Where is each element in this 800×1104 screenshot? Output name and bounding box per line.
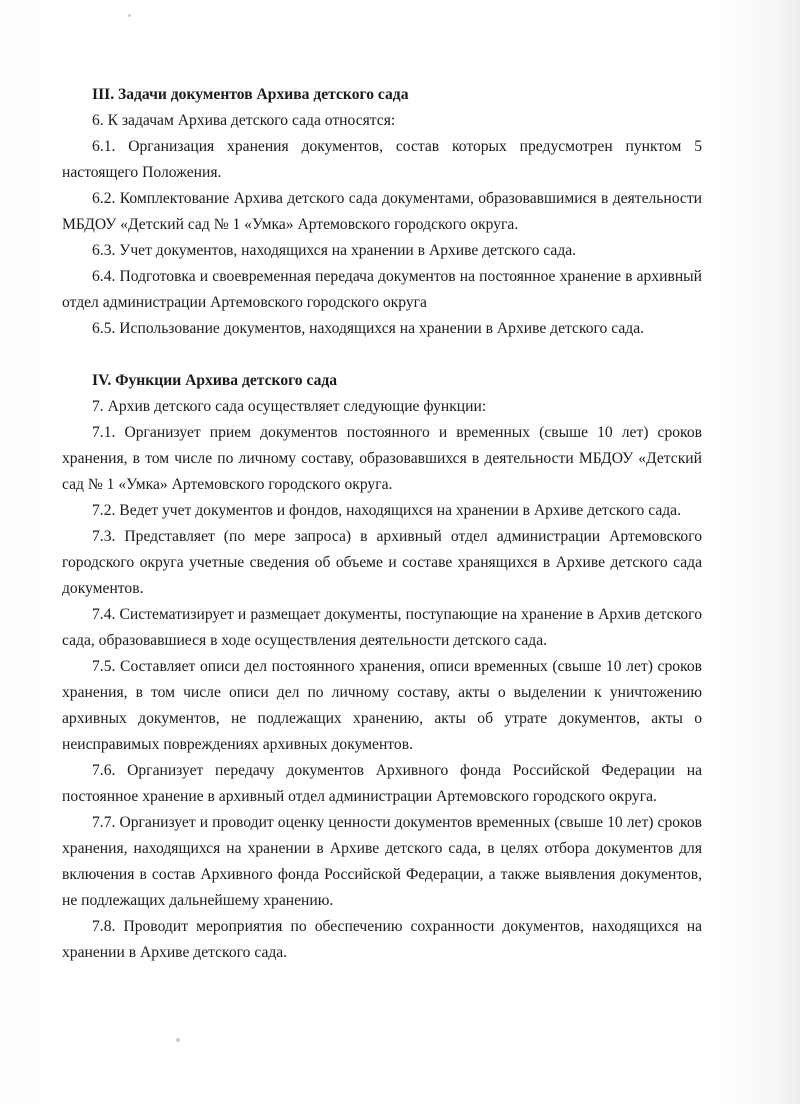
paragraph-6-5: 6.5. Использование документов, находящихся на хранении в Архиве детского сада. (92, 320, 645, 337)
scan-speck (128, 14, 131, 17)
paragraph-7-2: 7.2. Ведет учет документов и фондов, находящихся на хранении в Архиве детского сада. (92, 502, 682, 519)
paragraph-6-3: 6.3. Учет документов, находящихся на хранении в Архиве детского сада. (92, 242, 577, 259)
paragraph-7-8: 7.8. Проводит мероприятия по обеспечению сохранности документов, находящихся на хранении в Архиве детского сада. (62, 918, 702, 961)
paragraph-7-4: 7.4. Систематизирует и размещает документы, поступающие на хранение в Архив детского сада, образовавшиеся в ходе осуществления деятельности детского сада. (62, 606, 702, 649)
paragraph-6-2: 6.2. Комплектование Архива детского сада документами, образовавшимися в деятельности МБДОУ «Детский сад № 1 «Умка» Артемовского городского округа. (62, 190, 702, 233)
paragraph-6-4: 6.4. Подготовка и своевременная передача документов на постоянное хранение в архивный отдел администрации Артемовского городского округа (62, 268, 702, 311)
paragraph-7-3: 7.3. Представляет (по мере запроса) в архивный отдел администрации Артемовского городского округа учетные сведения об объеме и составе хранящихся в Архиве детского сада документов. (62, 528, 702, 597)
paragraph-6-1: 6.1. Организация хранения документов, состав которых предусмотрен пунктом 5 настоящего Положения. (62, 138, 702, 181)
section-heading-tasks: III. Задачи документов Архива детского сада (92, 86, 409, 103)
paragraph-7: 7. Архив детского сада осуществляет следующие функции: (92, 398, 487, 415)
document-body (62, 82, 702, 966)
paragraph-7-5: 7.5. Составляет описи дел постоянного хранения, описи временных (свыше 10 лет) сроков хранения, в том числе описи дел по личному составу, акты о выделении к уничтожению архивных документов, не подлежащих хранению, акты об утрате документов, акты о неисправимых повреждениях архивных документов. (62, 658, 702, 753)
paragraph-7-1: 7.1. Организует прием документов постоянного и временных (свыше 10 лет) сроков хранения, в том числе по личному составу, образовавшихся в деятельности МБДОУ «Детский сад № 1 «Умка» Артемовского городского округа. (62, 424, 702, 493)
paragraph-7-6: 7.6. Организует передачу документов Архивного фонда Российской Федерации на постоянное хранение в архивный отдел администрации Артемовского городского округа. (62, 762, 702, 805)
section-heading-functions: IV. Функции Архива детского сада (92, 372, 338, 389)
scan-speck (176, 1038, 180, 1042)
paragraph-7-7: 7.7. Организует и проводит оценку ценности документов временных (свыше 10 лет) сроков хранения, находящихся на хранении в Архиве детского сада, в целях отбора документов для включения в состав Архивного фонда Российской Федерации, а также выявления документов, не подлежащих дальнейшему хранению. (62, 814, 702, 909)
paragraph-6: 6. К задачам Архива детского сада относятся: (92, 112, 396, 129)
